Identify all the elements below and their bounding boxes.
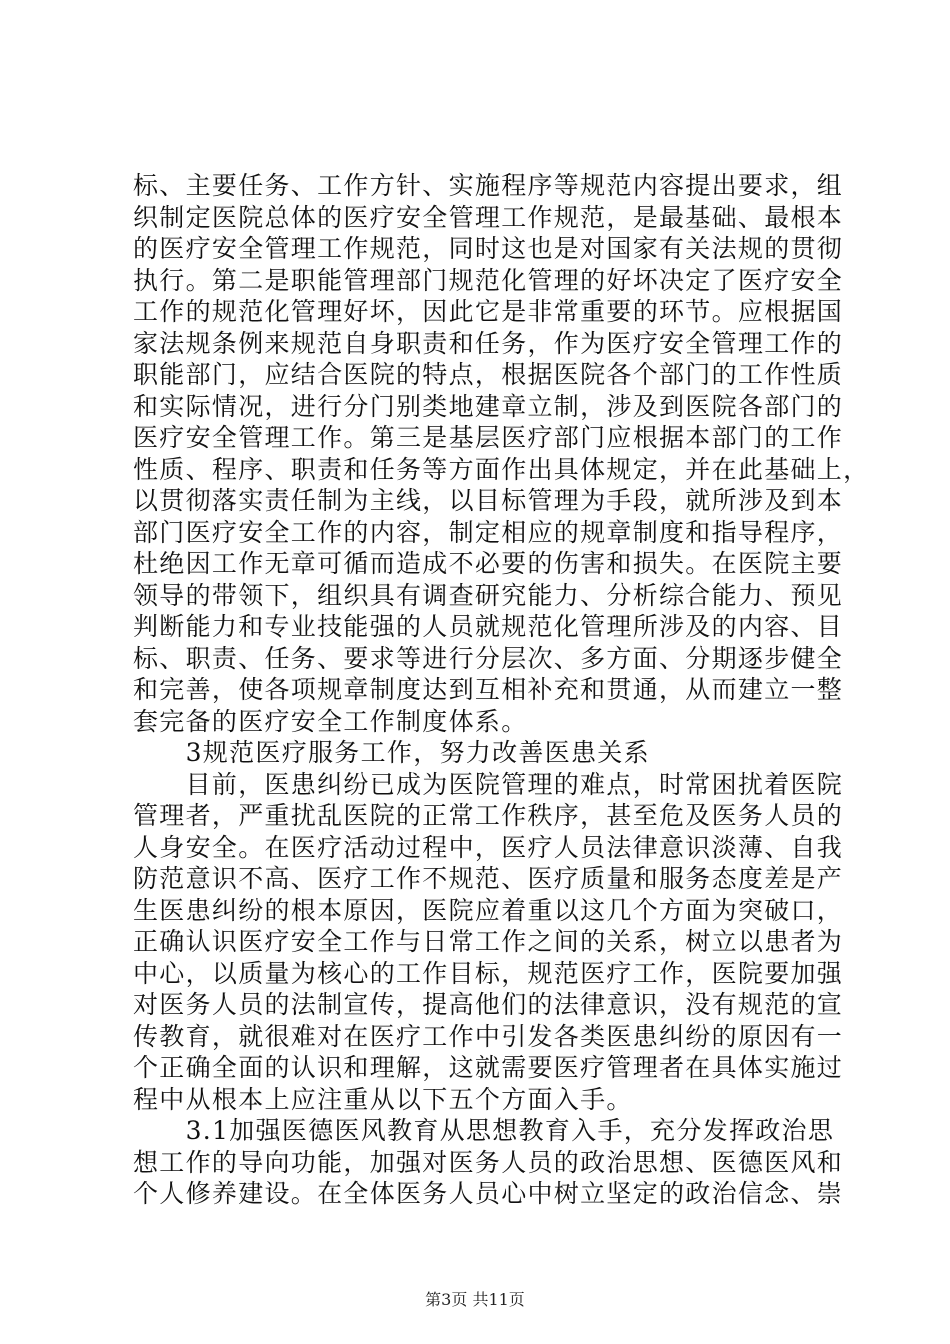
document-body — [133, 170, 870, 1210]
text-line: 个人修养建设。在全体医务人员心中树立坚定的政治信念、崇 — [133, 1179, 844, 1208]
text-line: 想工作的导向功能，加强对医务人员的政治思想、医德医风和 — [133, 1147, 844, 1177]
text-line: 目前，医患纠纷已成为医院管理的难点，时常困扰着医院 — [133, 769, 844, 799]
text-line: 防范意识不高、医疗工作不规范、医疗质量和服务态度差是产 — [133, 864, 844, 893]
text-line: 中心，以质量为核心的工作目标，规范医疗工作，医院要加强 — [133, 958, 844, 988]
text-line: 性质、程序、职责和任务等方面作出具体规定，并在此基础上， — [133, 454, 870, 484]
text-line: 部门医疗安全工作的内容，制定相应的规章制度和指导程序， — [133, 517, 844, 547]
text-line: 传教育，就很难对在医疗工作中引发各类医患纠纷的原因有一 — [133, 1021, 844, 1051]
text-line: 以贯彻落实责任制为主线，以目标管理为手段，就所涉及到本 — [133, 486, 844, 515]
text-line: 判断能力和专业技能强的人员就规范化管理所涉及的内容、目 — [133, 612, 844, 641]
text-line: 杜绝因工作无章可循而造成不必要的伤害和损失。在医院主要 — [133, 549, 844, 578]
text-line: 3.1加强医德医风教育从思想教育入手，充分发挥政治思 — [133, 1116, 835, 1145]
text-line: 程中从根本上应注重从以下五个方面入手。 — [133, 1084, 633, 1114]
text-line: 管理者，严重扰乱医院的正常工作秩序，甚至危及医务人员的 — [133, 801, 844, 830]
text-line: 执行。第二是职能管理部门规范化管理的好坏决定了医疗安全 — [133, 265, 844, 295]
text-line: 标、主要任务、工作方针、实施程序等规范内容提出要求，组 — [133, 171, 844, 200]
text-line: 个正确全面的认识和理解，这就需要医疗管理者在具体实施过 — [133, 1053, 844, 1082]
text-line: 工作的规范化管理好坏，因此它是非常重要的环节。应根据国 — [133, 297, 844, 326]
text-line: 领导的带领下，组织具有调查研究能力、分析综合能力、预见 — [133, 580, 844, 610]
text-line: 3规范医疗服务工作，努力改善医患关系 — [133, 738, 650, 767]
text-line: 职能部门，应结合医院的特点，根据医院各个部门的工作性质 — [133, 360, 844, 389]
text-line: 标、职责、任务、要求等进行分层次、多方面、分期逐步健全 — [133, 643, 844, 673]
text-line: 正确认识医疗安全工作与日常工作之间的关系，树立以患者为 — [133, 927, 844, 956]
text-line: 家法规条例来规范自身职责和任务，作为医疗安全管理工作的 — [133, 328, 844, 358]
text-line: 和完善，使各项规章制度达到互相补充和贯通，从而建立一整 — [133, 675, 844, 704]
text-line: 织制定医院总体的医疗安全管理工作规范，是最基础、最根本 — [133, 202, 844, 232]
text-line: 和实际情况，进行分门别类地建章立制，涉及到医院各部门的 — [133, 391, 844, 421]
text-line: 人身安全。在医疗活动过程中，医疗人员法律意识淡薄、自我 — [133, 832, 844, 862]
text-line: 的医疗安全管理工作规范，同时这也是对国家有关法规的贯彻 — [133, 234, 844, 263]
text-line: 生医患纠纷的根本原因，医院应着重以这几个方面为突破口， — [133, 895, 844, 925]
text-line: 对医务人员的法制宣传，提高他们的法律意识，没有规范的宣 — [133, 990, 844, 1019]
text-line: 套完备的医疗安全工作制度体系。 — [133, 706, 528, 736]
page-footer: 第3页 共11页 — [425, 1290, 525, 1309]
text-line: 医疗安全管理工作。第三是基层医疗部门应根据本部门的工作 — [133, 423, 844, 452]
